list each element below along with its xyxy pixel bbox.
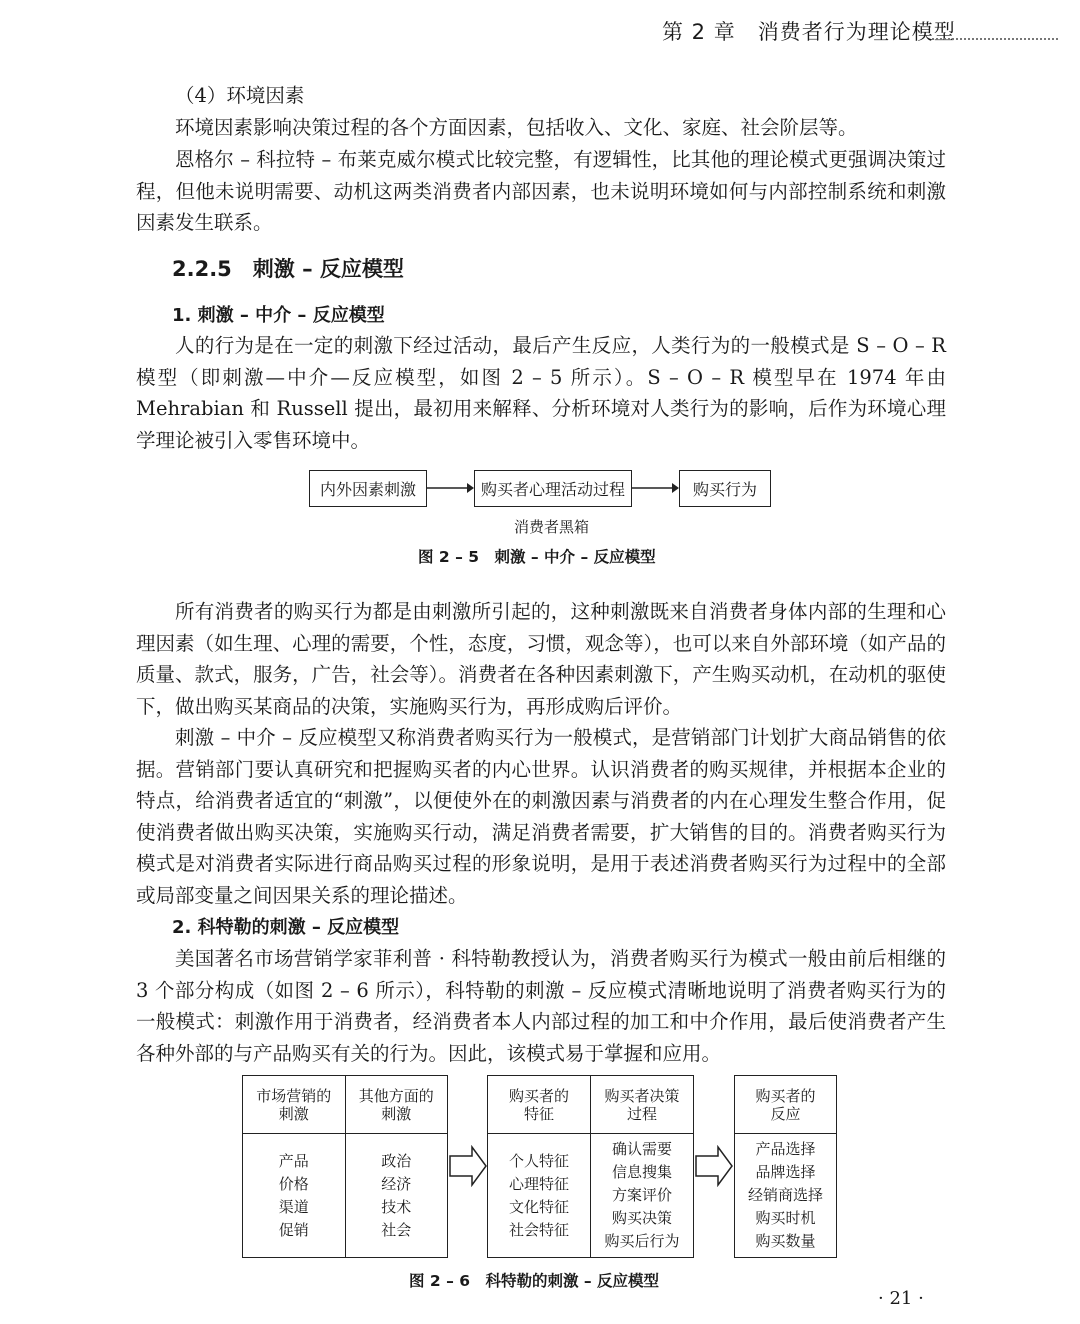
figure-2-6-column-head: 其他方面的 刺激 — [346, 1076, 448, 1134]
figure-2-6-column-head: 市场营销的 刺激 — [243, 1076, 345, 1134]
subhead-environment: （4）环境因素 — [175, 84, 305, 107]
figure-2-5-box-stimulus: 内外因素刺激 — [309, 470, 427, 507]
figure-2-6-buyer-group — [487, 1075, 694, 1258]
figure-2-6-hollow-arrow-2 — [694, 1145, 734, 1187]
figure-2-6-column-head: 购买者的 反应 — [735, 1076, 836, 1134]
figure-2-6-caption: 图 2 – 6 科特勒的刺激 – 反应模型 — [409, 1272, 660, 1290]
paragraph-environment: 环境因素影响决策过程的各个方面因素，包括收入、文化、家庭、社会阶层等。 — [175, 116, 858, 139]
paragraph-general-model: 刺激 – 中介 – 反应模型又称消费者购买行为一般模式，是营销部门计划扩大商品销售的依据。营销部门要认真研究和把握购买者的内心世界。认识消费者的购买规律，并根据本企业的特点，给消费者适宜的“刺激”，以便使外在的刺激因素与消费者的内在心理发生整合作用，促使消费者做出购买决策，实施购买行动，满足消费者需要，扩大销售的目的。消费者购买行为模式是对消费者实际进行商品购买过程的形象说明，是用于表述消费者购买行为过程中的全部或局部变量之间因果关系的理论描述。 — [136, 726, 946, 907]
header-dotted-rule — [932, 38, 1058, 40]
figure-2-5-arrow-1 — [427, 478, 475, 498]
paragraph-ekb-model: 恩格尔 – 科拉特 – 布莱克威尔模式比较完整，有逻辑性，比其他的理论模式更强调决策过程，但他未说明需要、动机这两类消费者内部因素，也未说明环境如何与内部控制系统和刺激因素发生联系。 — [136, 148, 946, 234]
figure-2-6-column: 其他方面的 刺激 政治 经济 技术 社会 — [345, 1076, 448, 1257]
chapter-header: 第 2 章 消费者行为理论模型 — [662, 20, 956, 44]
figure-2-6-column: 购买者的 特征 个人特征 心理特征 文化特征 社会特征 — [488, 1076, 590, 1257]
figure-2-5-caption: 图 2 – 5 刺激 – 中介 – 反应模型 — [418, 548, 656, 566]
page-number: · 21 · — [878, 1288, 924, 1309]
figure-2-6-column: 购买者决策 过程 确认需要 信息搜集 方案评价 购买决策 购买后行为 — [590, 1076, 693, 1257]
figure-2-6-column: 购买者的 反应 产品选择 品牌选择 经销商选择 购买时机 购买数量 — [735, 1076, 836, 1257]
figure-2-6-response-group — [734, 1075, 837, 1258]
paragraph-sor-model: 人的行为是在一定的刺激下经过活动，最后产生反应，人类行为的一般模式是 S – O – R 模型（即刺激—中介—反应模型，如图 2 – 5 所示）。S – O – R 模型早在 1974 年由 Mehrabian 和 Russell 提出，最初用来解释、分析环境对人类行为的影响，后作为环境心理学理论被引入零售环境中。 — [136, 334, 946, 452]
figure-2-6-hollow-arrow-1 — [448, 1145, 488, 1187]
figure-2-6-column-head: 购买者的 特征 — [488, 1076, 590, 1134]
paragraph-kotler-model: 美国著名市场营销学家菲利普 · 科特勒教授认为，消费者购买行为模式一般由前后相继的 3 个部分构成（如图 2 – 6 所示），科特勒的刺激 – 反应模式清晰地说明了消费者购买行为的一般模式：刺激作用于消费者，经消费者本人内部过程的加工和中介作用，最后使消费者产生各种外部的与产品购买有关的行为。因此，该模式易于掌握和应用。 — [136, 947, 946, 1065]
figure-2-5-box-mental-process: 购买者心理活动过程 — [474, 470, 632, 507]
figure-2-6-column: 市场营销的 刺激 产品 价格 渠道 促销 — [243, 1076, 345, 1257]
subsection-heading-sor: 1. 刺激 – 中介 – 反应模型 — [172, 305, 385, 326]
figure-2-5-arrow-2 — [632, 478, 680, 498]
figure-2-6-stimuli-group — [242, 1075, 448, 1258]
figure-2-5-box-purchase-behavior: 购买行为 — [679, 470, 771, 507]
figure-2-5-black-box-note: 消费者黑箱 — [514, 518, 590, 536]
figure-2-6-column-head: 购买者决策 过程 — [591, 1076, 693, 1134]
section-heading-2-2-5: 2.2.5 刺激 – 反应模型 — [172, 257, 404, 281]
paragraph-purchase-stimulus: 所有消费者的购买行为都是由刺激所引起的，这种刺激既来自消费者身体内部的生理和心理因素（如生理、心理的需要，个性，态度，习惯，观念等），也可以来自外部环境（如产品的质量、款式，服务，广告，社会等）。消费者在各种因素刺激下，产生购买动机，在动机的驱使下，做出购买某商品的决策，实施购买行为，再形成购后评价。 — [136, 600, 946, 718]
subsection-heading-kotler: 2. 科特勒的刺激 – 反应模型 — [172, 917, 400, 938]
